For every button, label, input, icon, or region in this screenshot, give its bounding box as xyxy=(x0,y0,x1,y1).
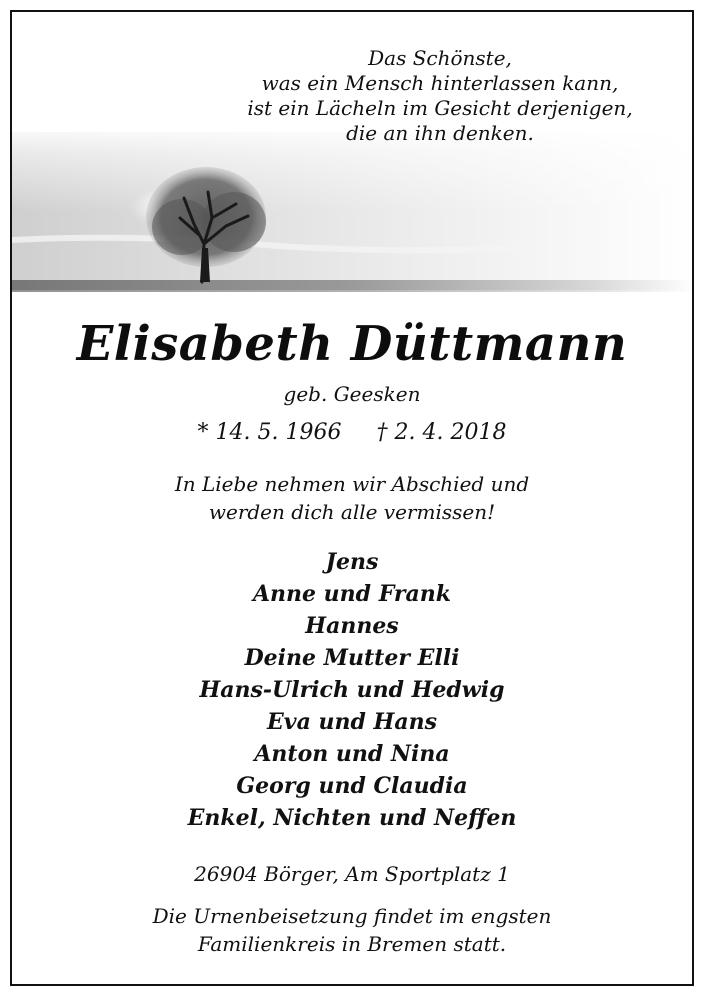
mourner: Enkel, Nichten und Neffen xyxy=(187,805,517,831)
quote-line: ist ein Lächeln im Gesicht derjenigen, xyxy=(247,96,633,120)
mourner: Hans-Ulrich und Hedwig xyxy=(199,677,505,703)
quote-line: die an ihn denken. xyxy=(346,121,534,145)
birth-date: * 14. 5. 1966 xyxy=(197,420,342,445)
mourner: Georg und Claudia xyxy=(236,773,468,799)
mourner: Deine Mutter Elli xyxy=(244,645,460,671)
mourners-list xyxy=(12,546,692,834)
quote-line: Das Schönste, xyxy=(368,46,512,70)
quote xyxy=(220,46,660,146)
farewell-line: werden dich alle vermissen! xyxy=(208,500,496,524)
birth-name: geb. Geesken xyxy=(283,382,421,406)
mourner: Eva und Hans xyxy=(267,709,437,735)
farewell-message xyxy=(12,470,692,526)
tree-landscape-illustration xyxy=(12,12,692,304)
mourner: Anne und Frank xyxy=(252,581,452,607)
mourner: Jens xyxy=(325,549,379,575)
mourner: Anton und Nina xyxy=(254,741,450,767)
obituary-card xyxy=(10,10,694,986)
notice-line: Die Urnenbeisetzung findet im engsten xyxy=(152,904,552,928)
mourner: Hannes xyxy=(305,613,399,639)
farewell-line: In Liebe nehmen wir Abschied und xyxy=(174,472,530,496)
death-date: † 2. 4. 2018 xyxy=(376,420,507,445)
notice-line: Familienkreis in Bremen statt. xyxy=(197,932,507,956)
burial-notice xyxy=(12,902,692,958)
deceased-name: Elisabeth Düttmann xyxy=(76,316,628,372)
address: 26904 Börger, Am Sportplatz 1 xyxy=(194,862,510,886)
quote-line: was ein Mensch hinterlassen kann, xyxy=(261,71,619,95)
life-dates xyxy=(12,420,692,445)
